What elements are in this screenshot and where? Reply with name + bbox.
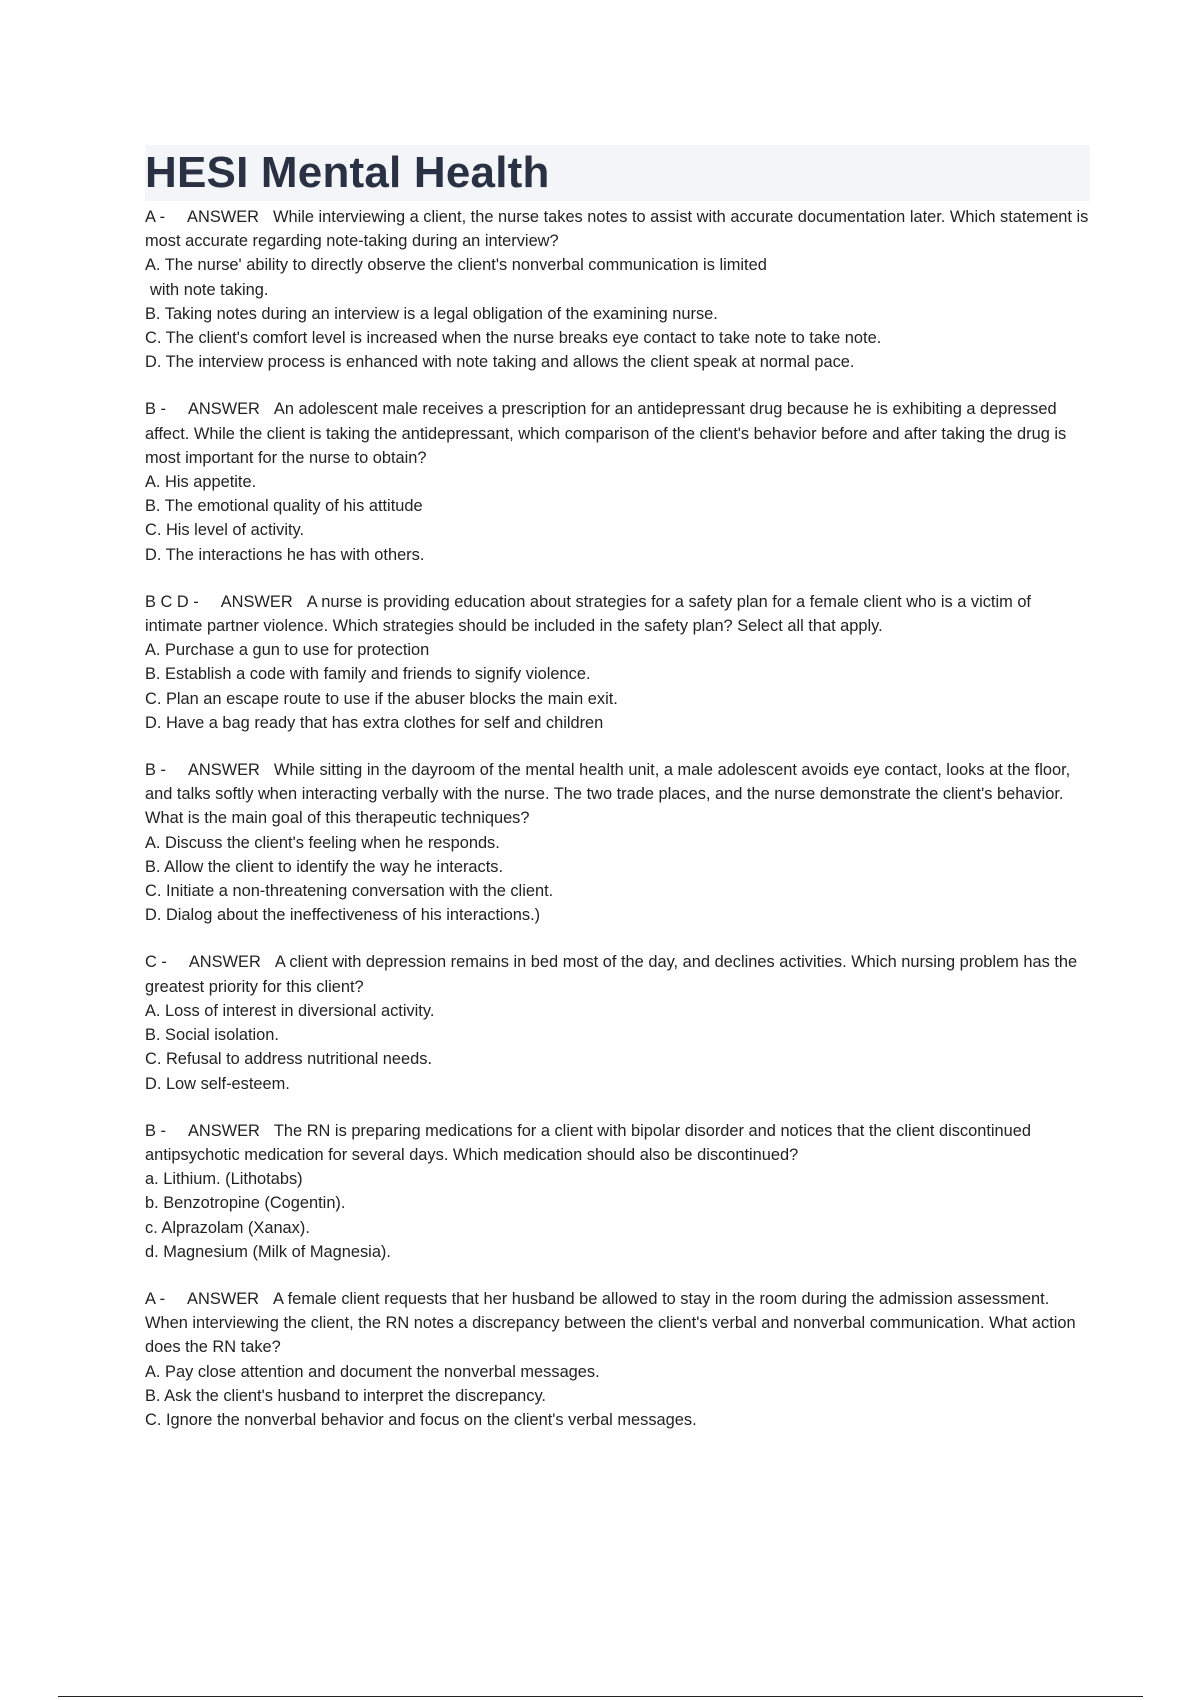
title-bar xyxy=(145,145,1090,201)
answer-option: B. The emotional quality of his attitude xyxy=(145,497,423,516)
answer-option: D. The interactions he has with others. xyxy=(145,545,425,564)
answer-option: a. Lithium. (Lithotabs) xyxy=(145,1170,303,1189)
answer-option: A. The nurse' ability to directly observe the client's nonverbal communication is limited xyxy=(145,256,767,275)
answer-label: ANSWER xyxy=(188,953,261,972)
answer-option: C. His level of activity. xyxy=(145,521,305,540)
answer-option: C. Plan an escape route to use if the abuser blocks the main exit. xyxy=(145,689,618,708)
answer-option: B. Establish a code with family and friends to signify violence. xyxy=(145,665,591,684)
question-stem xyxy=(145,205,1090,253)
answer-option: b. Benzotropine (Cogentin). xyxy=(145,1194,346,1213)
question-stem xyxy=(145,1287,1090,1360)
page-title: HESI Mental Health xyxy=(145,148,550,197)
question-stem xyxy=(145,397,1090,470)
answer-label: ANSWER xyxy=(220,592,293,611)
answer-option: A. Purchase a gun to use for protection xyxy=(145,641,430,660)
question-block xyxy=(145,1287,1090,1432)
answer-option: C. Ignore the nonverbal behavior and focus on the client's verbal messages. xyxy=(145,1410,697,1429)
question-text: While sitting in the dayroom of the mental health unit, a male adolescent avoids eye contact, looks at the floor, and talks softly when interacting verbally with the nurse. The two trade places, and the nurse demonstrate the client's behavior. What is the main goal of this therapeutic techniques? xyxy=(145,761,1071,828)
question-text: While interviewing a client, the nurse takes notes to assist with accurate documentation later. Which statement is most accurate regarding note-taking during an interview? xyxy=(145,208,1089,251)
answer-option: B. Allow the client to identify the way he interacts. xyxy=(145,857,504,876)
question-text: A nurse is providing education about strategies for a safety plan for a female client who is a victim of intimate partner violence. Which strategies should be included in the safety plan? Select all that apply. xyxy=(145,592,1031,636)
footer-divider xyxy=(58,1696,1143,1697)
answer-option: A. His appetite. xyxy=(145,473,257,492)
answer-option: A. Loss of interest in diversional activity. xyxy=(145,1001,435,1020)
question-block xyxy=(145,205,1090,374)
answer-label: ANSWER xyxy=(187,208,259,226)
answer-key: B - xyxy=(145,400,166,419)
answer-key: A - xyxy=(145,1289,166,1308)
answer-option: C. Initiate a non-threatening conversation with the client. xyxy=(145,882,554,901)
answer-key: B - xyxy=(145,1121,166,1140)
document-page xyxy=(145,145,1090,1455)
answer-option: B. Taking notes during an interview is a legal obligation of the examining nurse. xyxy=(145,304,718,323)
answer-option: D. Low self-esteem. xyxy=(145,1074,290,1093)
answer-option: B. Ask the client's husband to interpret the discrepancy. xyxy=(145,1386,546,1405)
question-text: An adolescent male receives a prescription for an antidepressant drug because he is exhibiting a depressed affect. While the client is taking the antidepressant, which comparison of the client's behavior before and after taking the drug is most important for the nurse to obtain? xyxy=(145,400,1067,467)
question-text: A female client requests that her husband be allowed to stay in the room during the admission assessment. When interviewing the client, the RN notes a discrepancy between the client's verbal and nonverbal communication. What action does the RN take? xyxy=(145,1289,1076,1357)
answer-key: C - xyxy=(145,953,167,972)
question-stem xyxy=(145,950,1090,998)
answer-option: A. Discuss the client's feeling when he responds. xyxy=(145,833,500,852)
answer-key: A - xyxy=(145,208,166,226)
answer-option: D. The interview process is enhanced with note taking and allows the client speak at normal pace. xyxy=(145,353,855,372)
question-block xyxy=(145,950,1090,1095)
answer-option: d. Magnesium (Milk of Magnesia). xyxy=(145,1242,391,1261)
answer-option: D. Dialog about the ineffectiveness of his interactions.) xyxy=(145,906,541,925)
question-list xyxy=(145,205,1090,1432)
answer-option: C. Refusal to address nutritional needs. xyxy=(145,1050,432,1069)
answer-option: A. Pay close attention and document the nonverbal messages. xyxy=(145,1362,600,1381)
answer-option: D. Have a bag ready that has extra clothes for self and children xyxy=(145,713,604,732)
answer-label: ANSWER xyxy=(187,761,260,780)
question-block xyxy=(145,1119,1090,1264)
question-block xyxy=(145,590,1090,735)
answer-label: ANSWER xyxy=(187,400,260,419)
answer-key: B - xyxy=(145,761,166,780)
answer-option: with note taking. xyxy=(150,280,269,299)
question-stem xyxy=(145,758,1090,831)
answer-key: B C D - xyxy=(145,592,199,611)
answer-label: ANSWER xyxy=(187,1121,260,1140)
question-text: A client with depression remains in bed most of the day, and declines activities. Which nursing problem has the greatest priority for this client? xyxy=(145,953,1078,996)
question-block xyxy=(145,758,1090,927)
question-text: The RN is preparing medications for a client with bipolar disorder and notices that the client discontinued antipsychotic medication for several days. Which medication should also be discontinued? xyxy=(145,1121,1032,1164)
question-stem xyxy=(145,1119,1090,1167)
question-stem xyxy=(145,590,1090,638)
answer-option: C. The client's comfort level is increased when the nurse breaks eye contact to take note to take note. xyxy=(145,329,882,348)
answer-label: ANSWER xyxy=(187,1289,259,1308)
question-block xyxy=(145,397,1090,566)
answer-option: B. Social isolation. xyxy=(145,1026,279,1045)
answer-option: c. Alprazolam (Xanax). xyxy=(145,1218,310,1237)
